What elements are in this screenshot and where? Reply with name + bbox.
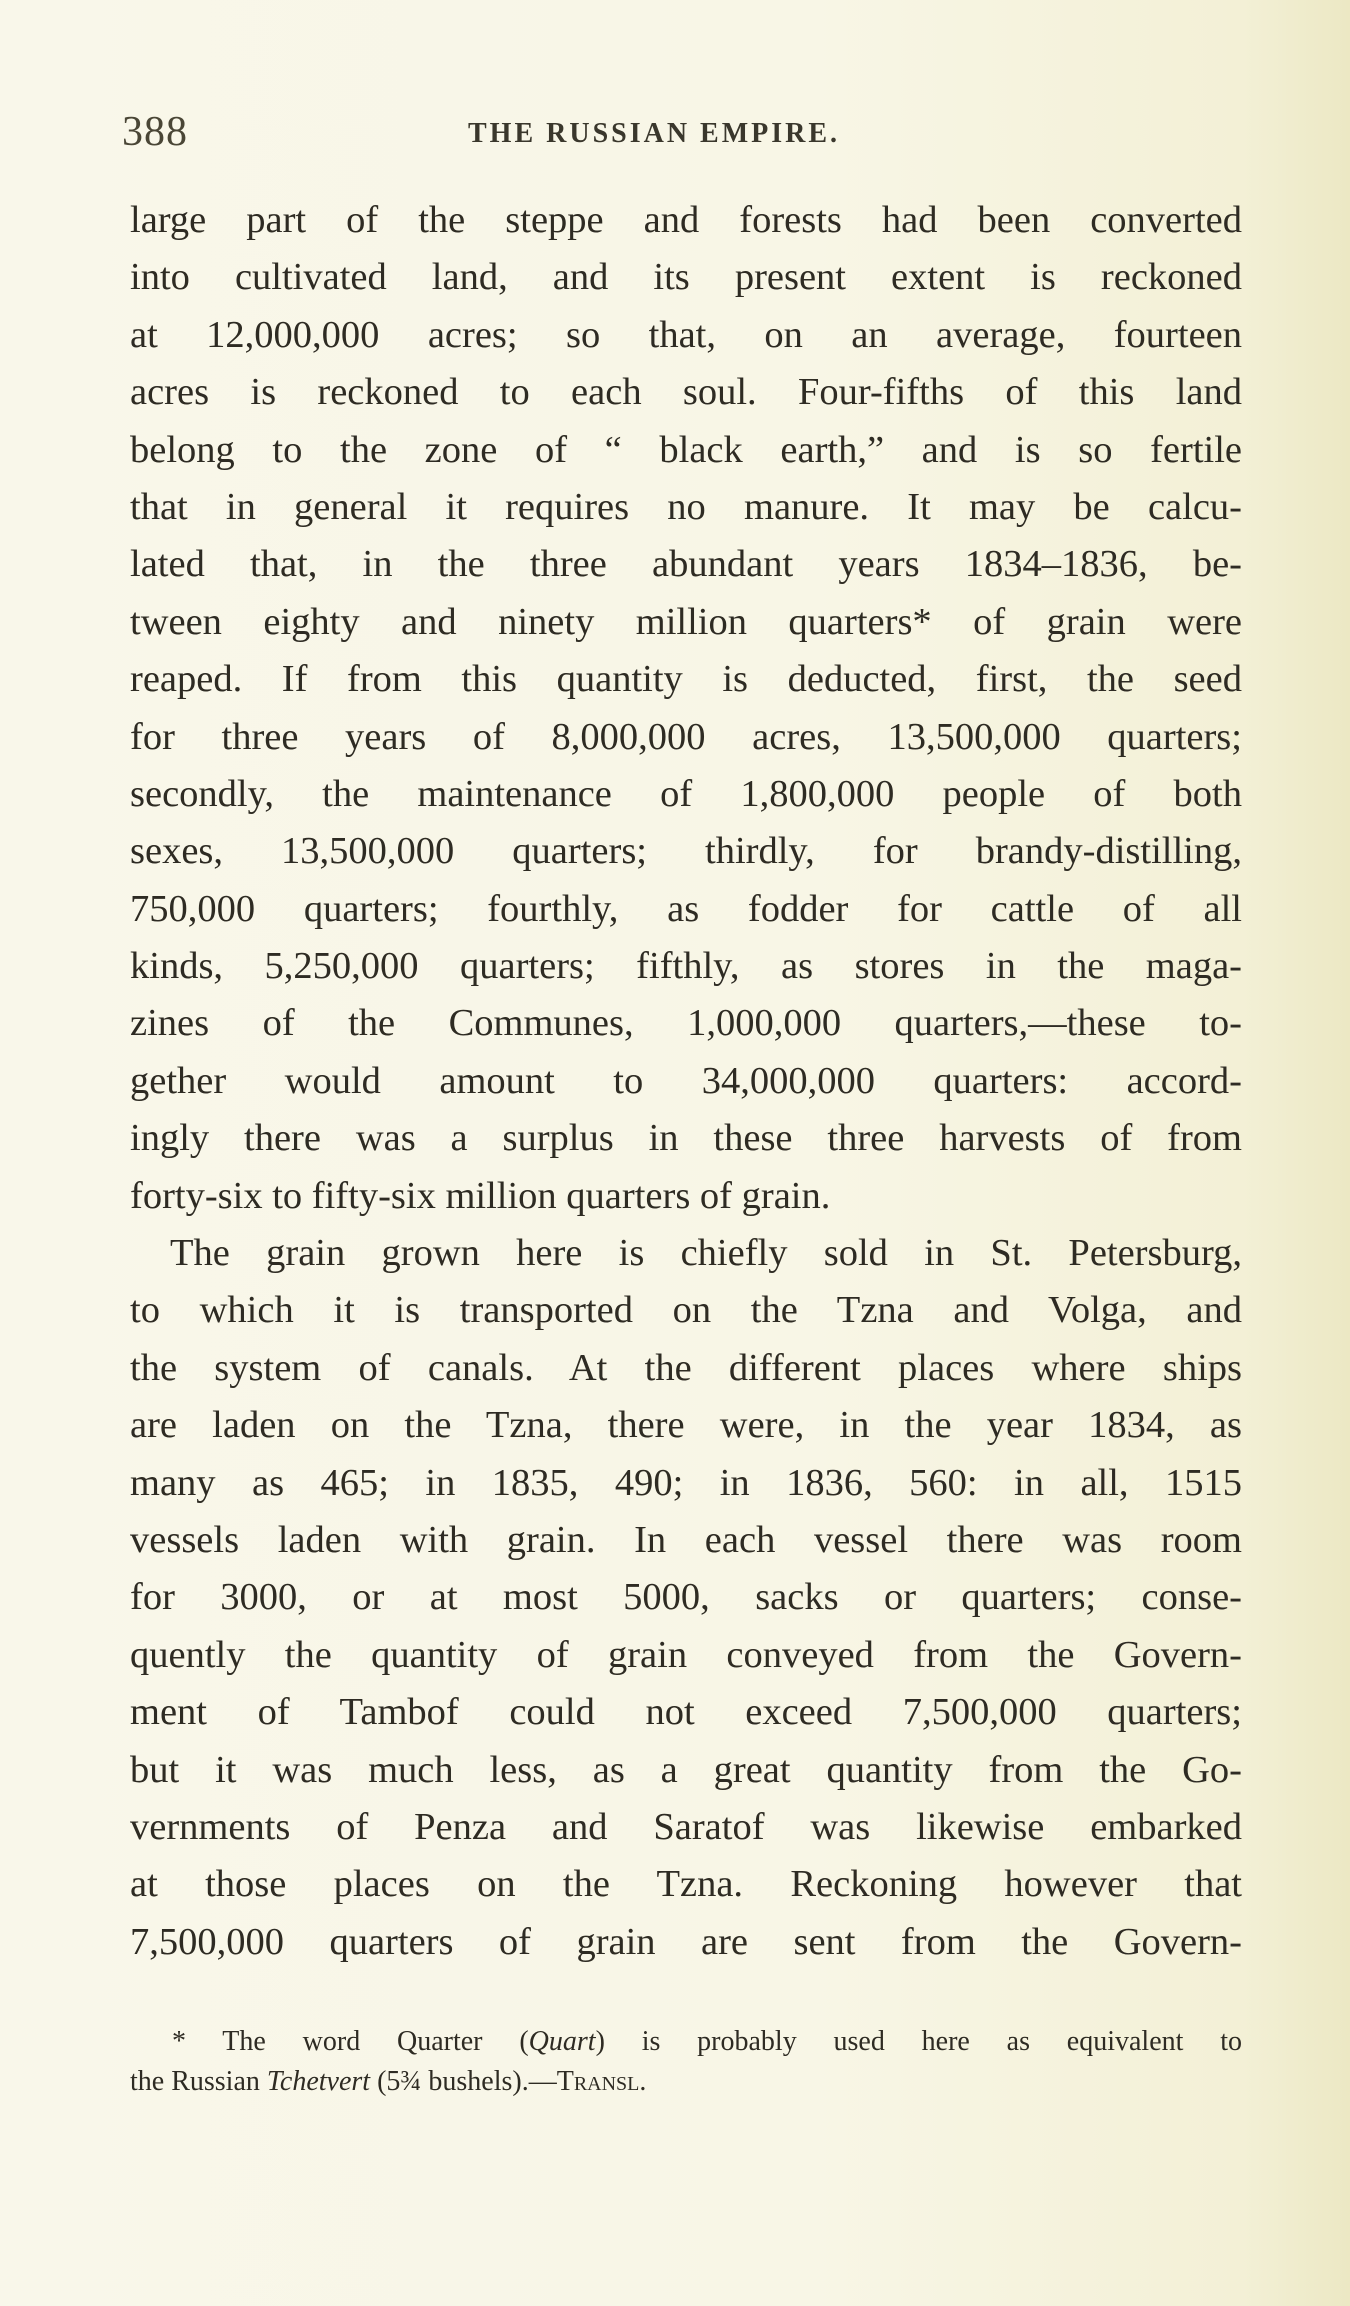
text-line: secondly, the maintenance of 1,800,000 people of both: [130, 772, 1242, 815]
text-line: belong to the zone of “ black earth,” and is so fertile: [130, 428, 1242, 471]
text-line: into cultivated land, and its present extent is reckoned: [130, 256, 1242, 299]
text-line: at 12,000,000 acres; so that, on an average, fourteen: [130, 313, 1242, 356]
text-line: to which it is transported on the Tzna and Volga, and: [130, 1289, 1242, 1332]
page-number: 388: [122, 109, 188, 155]
text-line: the system of canals. At the different places where ships: [130, 1346, 1242, 1389]
footnote-italic-term: Tchetvert: [266, 2066, 371, 2097]
body-text: [130, 192, 1242, 1971]
footnote-text: * The word Quarter (: [172, 2026, 529, 2057]
text-line: many as 465; in 1835, 490; in 1836, 560: in all, 1515: [130, 1461, 1242, 1504]
translator-note-mark: Transl.: [556, 2066, 647, 2097]
footnote-line: [130, 2062, 1242, 2102]
text-line: at those places on the Tzna. Reckoning however that: [130, 1863, 1242, 1906]
footnote-line: [130, 2022, 1242, 2062]
footnote-text: (5¾ bushels).—: [370, 2066, 557, 2097]
footnote-text: ) is probably used here as equivalent to: [595, 2026, 1242, 2057]
text-line: reaped. If from this quantity is deducted, first, the seed: [130, 658, 1242, 701]
text-line: ment of Tambof could not exceed 7,500,000 quarters;: [130, 1691, 1242, 1734]
text-line: acres is reckoned to each soul. Four-fifths of this land: [130, 371, 1242, 414]
paragraph-start-line: The grain grown here is chiefly sold in St. Petersburg,: [170, 1232, 1242, 1275]
text-line: gether would amount to 34,000,000 quarters: accord-: [130, 1059, 1242, 1102]
text-line: ingly there was a surplus in these three harvests of from: [130, 1117, 1242, 1160]
text-line: quently the quantity of grain conveyed from the Govern-: [130, 1633, 1242, 1676]
text-line: tween eighty and ninety million quarters* of grain were: [130, 600, 1242, 643]
text-line: zines of the Communes, 1,000,000 quarters,—these to-: [130, 1002, 1242, 1045]
text-line: large part of the steppe and forests had been converted: [130, 199, 1242, 241]
text-line: but it was much less, as a great quantity from the Go-: [130, 1748, 1242, 1791]
running-head: [122, 108, 1242, 158]
footnote: [130, 2022, 1242, 2102]
text-line: that in general it requires no manure. It may be calcu-: [130, 485, 1242, 528]
text-line: forty-six to fifty-six million quarters of grain.: [130, 1174, 831, 1217]
running-title: THE RUSSIAN EMPIRE.: [468, 118, 841, 149]
text-line: 7,500,000 quarters of grain are sent from the Govern-: [130, 1920, 1242, 1963]
text-line: for 3000, or at most 5000, sacks or quarters; conse-: [130, 1576, 1242, 1619]
footnote-italic-term: Quart: [528, 2026, 596, 2057]
text-line: vernments of Penza and Saratof was likewise embarked: [130, 1805, 1242, 1848]
footnote-text: the Russian: [130, 2066, 267, 2097]
text-line: vessels laden with grain. In each vessel there was room: [130, 1518, 1242, 1561]
text-line: 750,000 quarters; fourthly, as fodder for cattle of all: [130, 887, 1242, 930]
text-line: lated that, in the three abundant years 1834–1836, be-: [130, 543, 1242, 586]
text-line: kinds, 5,250,000 quarters; fifthly, as stores in the maga-: [130, 945, 1242, 988]
text-line: for three years of 8,000,000 acres, 13,500,000 quarters;: [130, 715, 1242, 758]
text-line: sexes, 13,500,000 quarters; thirdly, for brandy-distilling,: [130, 830, 1242, 873]
text-line: are laden on the Tzna, there were, in the year 1834, as: [130, 1404, 1242, 1447]
